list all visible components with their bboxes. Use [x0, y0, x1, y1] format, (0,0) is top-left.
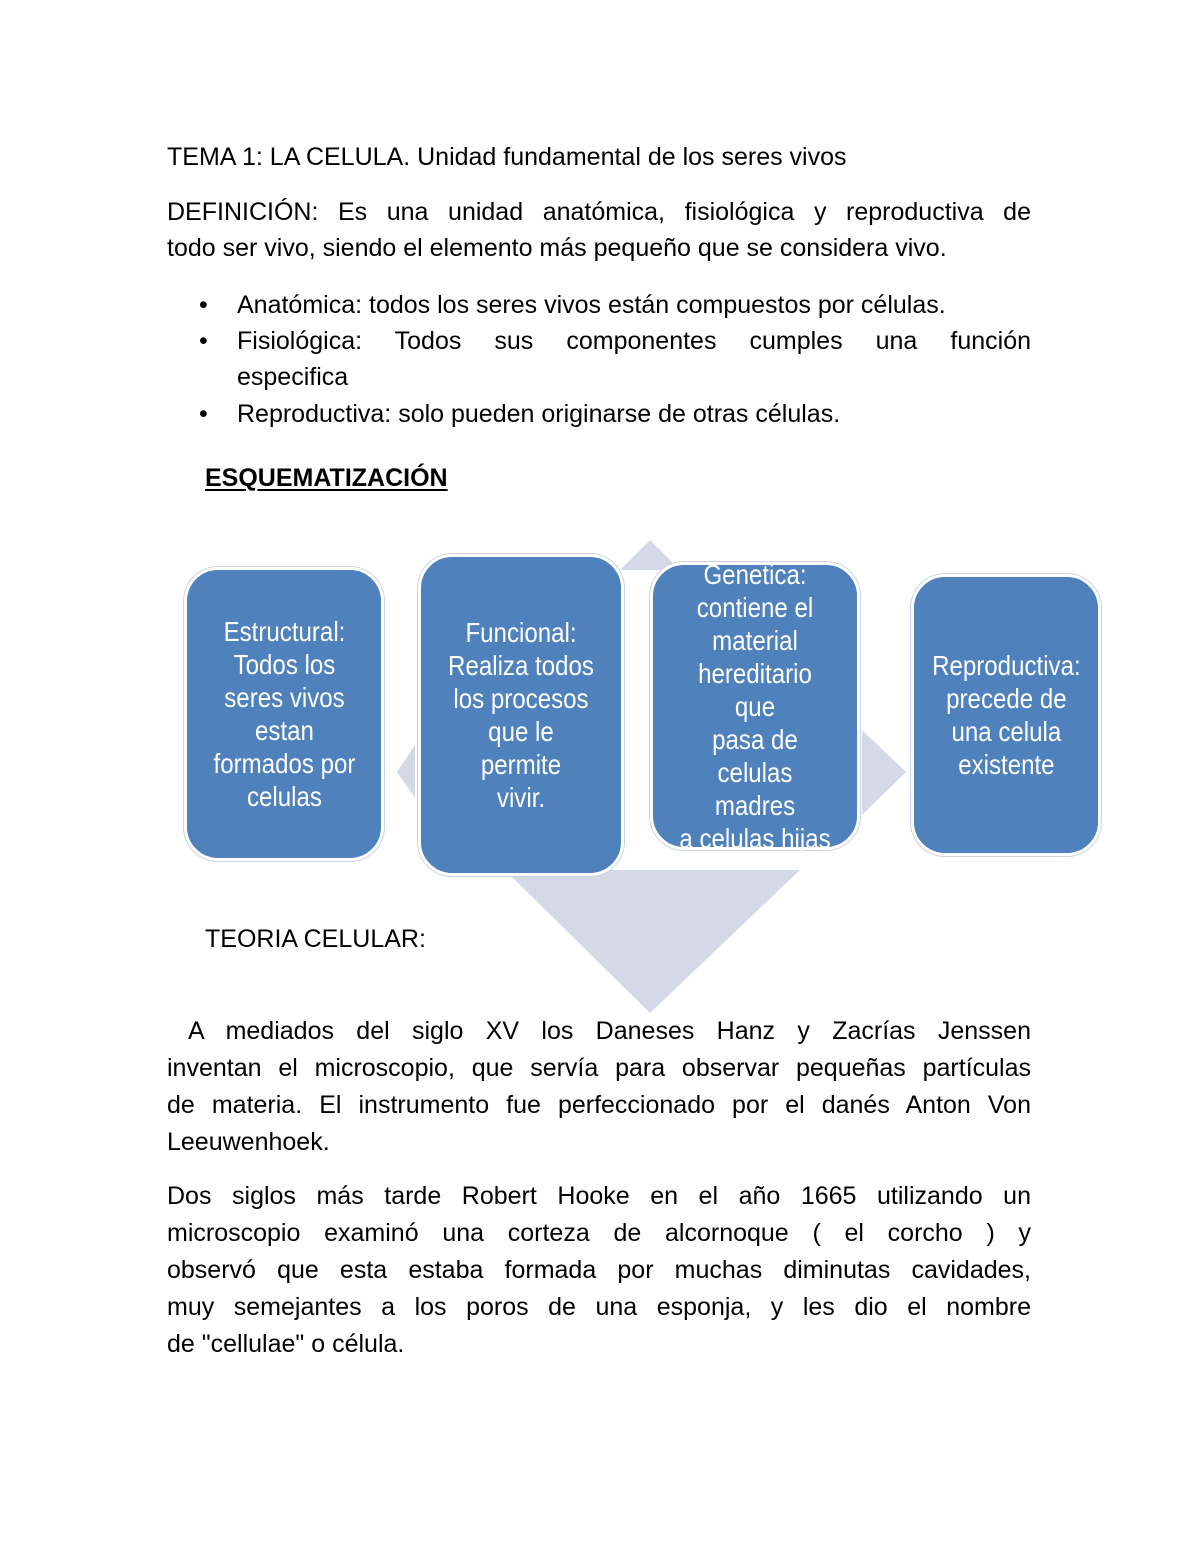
definition-line-2: todo ser vivo, siendo el elemento más pequeño que se considera vivo. — [167, 234, 947, 262]
theory-heading: TEORIA CELULAR: — [205, 925, 426, 953]
definition-line-1: DEFINICIÓN: Es una unidad anatómica, fisiológica y reproductiva de — [167, 198, 1031, 226]
paragraph-line: Dos siglos más tarde Robert Hooke en el año 1665 utilizando un — [167, 1182, 1031, 1210]
paragraph-line: de materia. El instrumento fue perfeccionado por el danés Anton Von — [167, 1091, 1031, 1119]
paragraph-line: de "cellulae" o célula. — [167, 1330, 405, 1358]
paragraph-line: microscopio examinó una corteza de alcornoque ( el corcho ) y — [167, 1219, 1031, 1247]
paragraph-line: muy semejantes a los poros de una esponja, y les dio el nombre — [167, 1293, 1031, 1321]
arrow-down-body — [505, 870, 800, 1013]
page-title: TEMA 1: LA CELULA. Unidad fundamental de los seres vivos — [167, 143, 847, 171]
schema-diagram — [0, 530, 1200, 1020]
diagram-box-genetica — [650, 558, 860, 854]
list-item-continuation: especifica — [237, 363, 349, 391]
diagram-box-text: Genetica: contiene el material hereditario que pasa de celulas madres a celulas hijas — [679, 558, 831, 854]
paragraph-line: Leeuwenhoek. — [167, 1128, 330, 1156]
paragraph-line: inventan el microscopio, que servía para observar pequeñas partículas — [167, 1054, 1031, 1082]
diagram-box-text: Funcional: Realiza todos los procesos que le permite vivir. — [448, 617, 594, 813]
diagram-box-estructural — [184, 567, 384, 861]
arrow-left-tip — [397, 745, 415, 798]
list-item: Fisiológica: Todos sus componentes cumples una función — [237, 327, 1031, 355]
diagram-box-reproductiva — [911, 574, 1101, 856]
diagram-box-text: Estructural: Todos los seres vivos estan formados por celulas — [213, 616, 355, 812]
list-item: Anatómica: todos los seres vivos están compuestos por células. — [237, 291, 946, 319]
arrow-right-tip — [862, 730, 906, 815]
bullet-dot: • — [199, 291, 208, 319]
schema-heading: ESQUEMATIZACIÓN — [205, 464, 448, 492]
diagram-box-funcional — [418, 554, 624, 876]
diagram-box-text: Reproductiva: precede de una celula existente — [931, 650, 1081, 780]
paragraph-line: A mediados del siglo XV los Daneses Hanz y Zacrías Jenssen — [167, 1017, 1031, 1045]
paragraph-line: observó que esta estaba formada por muchas diminutas cavidades, — [167, 1256, 1031, 1284]
bullet-dot: • — [199, 400, 208, 428]
list-item: Reproductiva: solo pueden originarse de otras células. — [237, 400, 841, 428]
bullet-dot: • — [199, 327, 208, 355]
